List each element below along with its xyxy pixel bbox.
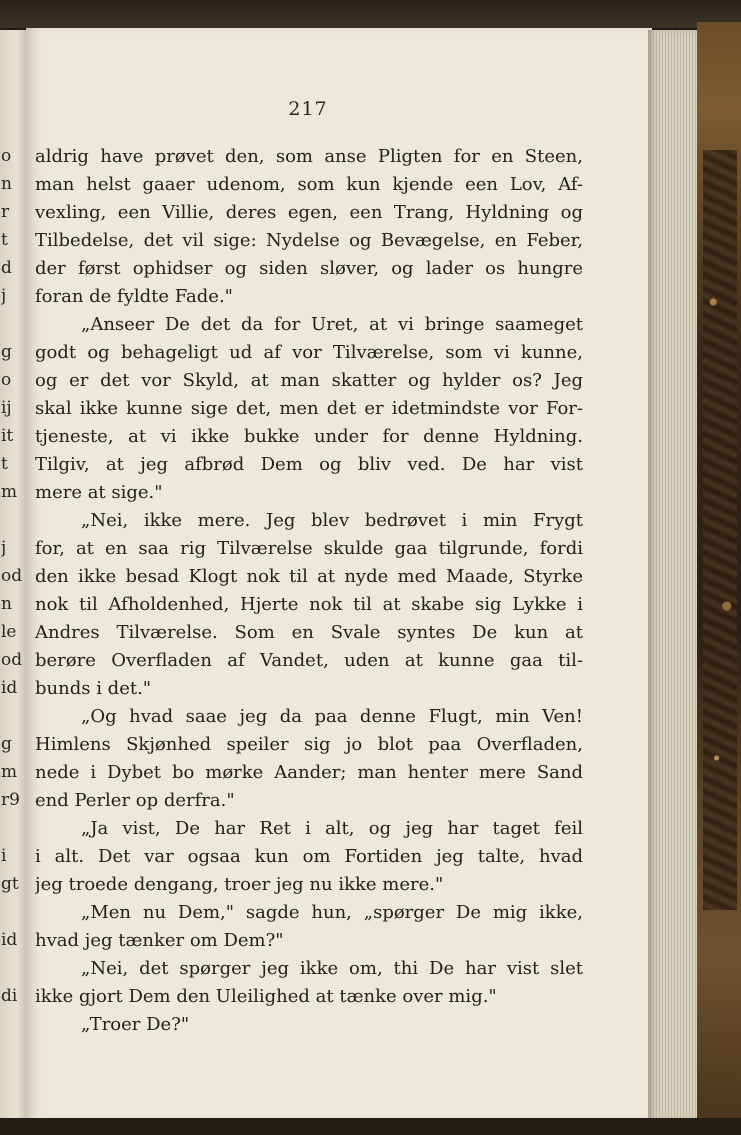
previous-page-fragment: r: [1, 202, 10, 222]
text-line: skal ikke kunne sige det, men det er idetmindste vor For-: [35, 398, 583, 419]
text-line: i alt. Det var ogsaa kun om Fortiden jeg talte, hvad: [35, 846, 583, 867]
page-number: 217: [288, 98, 328, 120]
previous-page-fragment: ij: [1, 398, 12, 418]
text-line: for, at en saa rig Tilværelse skulde gaa tilgrunde, fordi: [35, 538, 583, 559]
previous-page-fragment: od: [1, 566, 23, 586]
text-line: Tilbedelse, det vil sige: Nydelse og Bevægelse, en Feber,: [35, 230, 583, 251]
previous-page-fragment: t: [1, 454, 8, 474]
text-line: Tilgiv, at jeg afbrød Dem og bliv ved. De har vist: [35, 454, 583, 475]
text-line: man helst gaaer udenom, som kun kjende een Lov, Af-: [35, 174, 583, 195]
text-line: „Ja vist, De har Ret i alt, og jeg har taget feil: [81, 818, 583, 839]
text-line: bunds i det.": [35, 678, 152, 699]
previous-page-fragment: r9: [1, 790, 20, 810]
previous-page-fragment: di: [1, 986, 18, 1006]
previous-page-fragment: it: [1, 426, 14, 446]
previous-page-fragment: j: [1, 538, 7, 558]
previous-page-fragment: id: [1, 930, 18, 950]
previous-page-fragment: od: [1, 650, 23, 670]
text-line: „Troer De?": [81, 1014, 190, 1035]
text-line: „Men nu Dem," sagde hun, „spørger De mig ikke,: [81, 902, 583, 923]
text-line: nede i Dybet bo mørke Aander; man henter mere Sand: [35, 762, 583, 783]
text-line: vexling, een Villie, deres egen, een Trang, Hyldning og: [35, 202, 583, 223]
text-line: der først ophidser og siden sløver, og lader os hungre: [35, 258, 583, 279]
text-line: „Nei, det spørger jeg ikke om, thi De har vist slet: [81, 958, 583, 979]
previous-page-fragment: n: [1, 594, 12, 614]
bottom-shadow: [0, 1118, 741, 1135]
previous-page-fragment: j: [1, 286, 7, 306]
previous-page-fragment: m: [1, 762, 18, 782]
text-line: Himlens Skjønhed speiler sig jo blot paa Overfladen,: [35, 734, 583, 755]
previous-page-fragment: t: [1, 230, 8, 250]
previous-page-fragment: i: [1, 846, 7, 866]
text-line: „Anseer De det da for Uret, at vi bringe saameget: [81, 314, 583, 335]
previous-page-fragment: id: [1, 678, 18, 698]
marbled-endpaper: [703, 150, 737, 910]
text-line: end Perler op derfra.": [35, 790, 235, 811]
previous-page-fragment: o: [1, 146, 12, 166]
text-line: og er det vor Skyld, at man skatter og hylder os? Jeg: [35, 370, 583, 391]
text-line: godt og behageligt ud af vor Tilværelse, som vi kunne,: [35, 342, 583, 363]
text-line: foran de fyldte Fade.": [35, 286, 233, 307]
previous-page-fragment: g: [1, 734, 12, 754]
text-line: „Og hvad saae jeg da paa denne Flugt, min Ven!: [81, 706, 583, 727]
previous-page-fragment: g: [1, 342, 12, 362]
previous-page-fragment: d: [1, 258, 12, 278]
previous-page-fragment: o: [1, 370, 12, 390]
book-page: [26, 28, 652, 1121]
text-line: hvad jeg tænker om Dem?": [35, 930, 284, 951]
text-line: nok til Afholdenhed, Hjerte nok til at skabe sig Lykke i: [35, 594, 583, 615]
previous-page-fragment: gt: [1, 874, 19, 894]
previous-page-fragment: n: [1, 174, 12, 194]
page-block-edges: [648, 30, 698, 1120]
text-line: jeg troede dengang, troer jeg nu ikke mere.": [35, 874, 444, 895]
text-line: ikke gjort Dem den Uleilighed at tænke over mig.": [35, 986, 497, 1007]
page-text: [35, 143, 583, 1039]
text-line: „Nei, ikke mere. Jeg blev bedrøvet i min Frygt: [81, 510, 583, 531]
previous-page-fragment: m: [1, 482, 18, 502]
previous-page-fragment: le: [1, 622, 17, 642]
text-line: aldrig have prøvet den, som anse Pligten for en Steen,: [35, 146, 583, 167]
top-shadow: [0, 0, 741, 28]
text-line: Andres Tilværelse. Som en Svale syntes De kun at: [35, 622, 583, 643]
text-line: berøre Overfladen af Vandet, uden at kunne gaa til-: [35, 650, 583, 671]
text-line: mere at sige.": [35, 482, 163, 503]
text-line: den ikke besad Klogt nok til at nyde med Maade, Styrke: [35, 566, 583, 587]
text-line: tjeneste, at vi ikke bukke under for denne Hyldning.: [35, 426, 583, 447]
